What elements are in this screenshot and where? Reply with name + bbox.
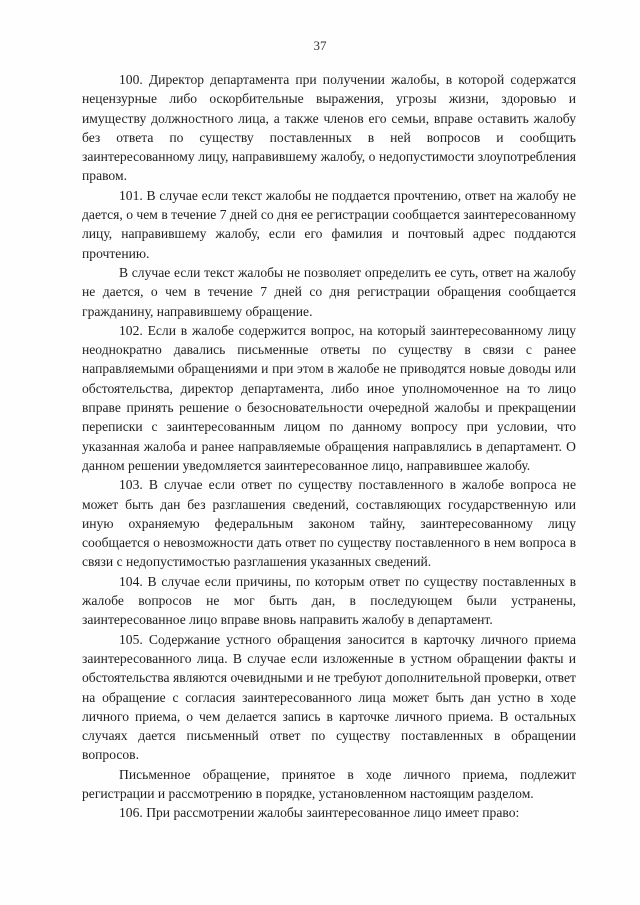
paragraph-105-continued: Письменное обращение, принятое в ходе личного приема, подлежит регистрации и рассмотрению в порядке, установленном настоящим разделом. bbox=[82, 766, 576, 801]
paragraph-106: 106. При рассмотрении жалобы заинтересованное лицо имеет право: bbox=[119, 805, 520, 821]
paragraph-104: 104. В случае если причины, по которым ответ по существу поставленных в жалобе вопросов не мог быть дан, в последующем были устранены, заинтересованное лицо вправе вновь направить жалобу в департамент. bbox=[82, 573, 576, 628]
paragraph-100: 100. Директор департамента при получении жалобы, в которой содержатся нецензурные либо оскорбительные выражения, угрозы жизни, здоровью и имуществу должностного лица, а также членов его семьи, вправе оставить жалобу без ответа по существу поставленных в ней вопросов и сообщить заинтересованному лицу, направившему жалобу, о недопустимости злоупотребления правом. bbox=[82, 72, 576, 184]
paragraph-101: 101. В случае если текст жалобы не поддается прочтению, ответ на жалобу не дается, о чем в течение 7 дней со дня ее регистрации сообщается заинтересованному лицу, направившему жалобу, если его фамилия и почтовый адрес поддаются прочтению. bbox=[82, 187, 576, 261]
document-body bbox=[82, 70, 576, 823]
paragraph-105: 105. Содержание устного обращения заносится в карточку личного приема заинтересованного лица. В случае если изложенные в устном обращении факты и обстоятельства являются очевидными и не требуют дополнительной проверки, ответ на обращение с согласия заинтересованного лица может быть дан устно в ходе личного приема, о чем делается запись в карточке личного приема. В остальных случаях дается письменный ответ по существу поставленных в обращении вопросов. bbox=[82, 631, 576, 763]
paragraph-101-continued: В случае если текст жалобы не позволяет определить ее суть, ответ на жалобу не дается, о чем в течение 7 дней со дня регистрации обращения сообщается гражданину, направившему обращение. bbox=[82, 264, 576, 319]
paragraph-102: 102. Если в жалобе содержится вопрос, на который заинтересованному лицу неоднократно давались письменные ответы по существу в связи с ранее направляемыми обращениями и при этом в жалобе не приводятся новые доводы или обстоятельства, директор департамента, либо иное уполномоченное на то лицо вправе принять решение о безосновательности очередной жалобы и прекращении переписки с заинтересованным лицом по данному вопросу при условии, что указанная жалоба и ранее направляемые обращения направлялись в департамент. О данном решении уведомляется заинтересованное лицо, направившее жалобу. bbox=[82, 322, 576, 473]
page-number: 37 bbox=[313, 38, 327, 53]
paragraph-103: 103. В случае если ответ по существу поставленного в жалобе вопроса не может быть дан без разглашения сведений, составляющих государственную или иную охраняемую федеральным законом тайну, заинтересованному лицу сообщается о невозможности дать ответ по существу поставленного в нем вопроса в связи с недопустимостью разглашения указанных сведений. bbox=[82, 477, 576, 570]
